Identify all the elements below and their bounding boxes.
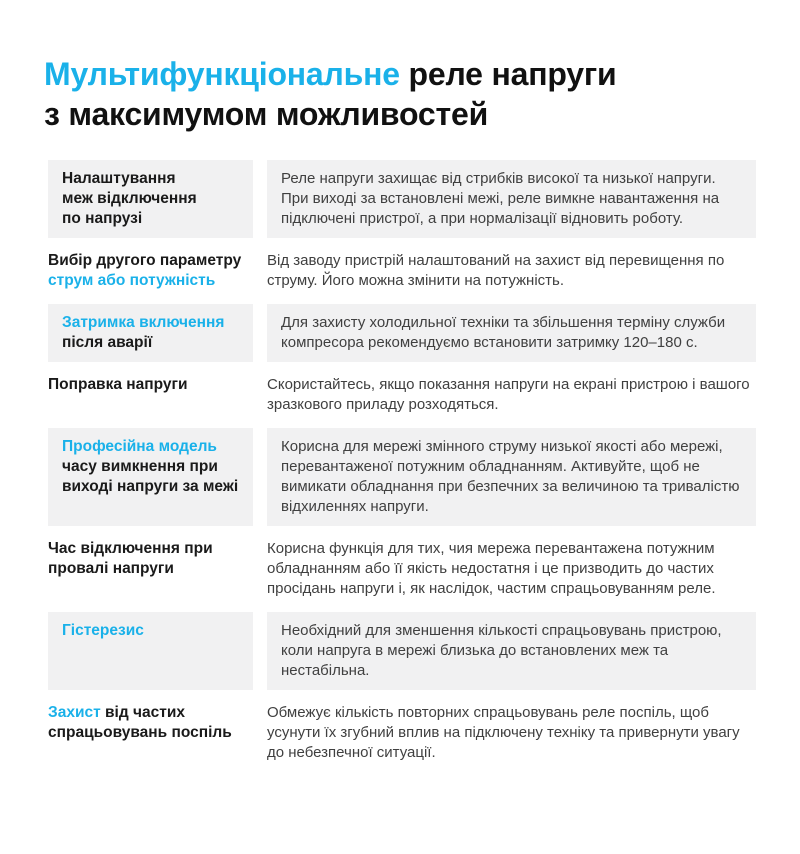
feature-row: [48, 366, 756, 424]
feature-label-segment: Вибір другого параметру: [48, 252, 242, 269]
feature-row: [48, 530, 756, 608]
page-title-line1-rest: реле напруги: [399, 56, 617, 92]
page-title-line2: з максимумом можливостей: [44, 96, 489, 132]
feature-label-segment: меж відключення: [62, 190, 197, 207]
feature-description: Скористайтесь, якщо показання напруги на екрані пристрою і вашого зразкового приладу розходяться.: [267, 376, 750, 413]
feature-label-accent-segment: Гістерезис: [62, 622, 144, 639]
feature-description: Реле напруги захищає від стрибків високої та низької напруги. При виході за встановлені межі, реле вимкне навантаження на підключені пристрої, а при нормалізації відновить роботу.: [267, 160, 756, 238]
feature-label-segment: часу вимкнення при: [62, 458, 218, 475]
feature-label-segment: Налаштування: [62, 170, 176, 187]
feature-label-segment: провалі напруги: [48, 560, 174, 577]
feature-label-segment: після аварії: [62, 334, 153, 351]
feature-description: Корисна для мережі змінного струму низької якості або мережі, перевантаженої потужним обладнанням. Активуйте, щоб не вимикати обладнання при безпечних за величиною та тривалістю відхиленнях напруги.: [267, 428, 756, 526]
feature-label: [48, 612, 253, 690]
feature-row: [48, 304, 756, 362]
feature-label: [48, 304, 253, 362]
feature-label-segment: виході напруги за межі: [62, 478, 239, 495]
feature-label: [48, 694, 253, 772]
feature-label-segment: спрацьовувань поспіль: [48, 724, 232, 741]
feature-description: Необхідний для зменшення кількості спрацьовувань пристрою, коли напруга в мережі близька до встановлених меж та нестабільна.: [267, 612, 756, 690]
feature-description: Корисна функція для тих, чия мережа перевантажена потужним обладнанням або її якість недостатня і це призводить до частих просідань напруги і, як наслідок, частим спрацьовуванням реле.: [267, 540, 716, 597]
feature-description: Від заводу пристрій налаштований на захист від перевищення по струму. Його можна змінити на потужність.: [267, 252, 725, 289]
feature-label-segment: Час відключення при: [48, 540, 213, 557]
feature-label: [48, 530, 253, 608]
feature-label-accent-segment: струм або потужність: [48, 272, 216, 289]
feature-row: [48, 612, 756, 690]
feature-label: [48, 366, 253, 424]
feature-label: [48, 242, 253, 300]
feature-description: Обмежує кількість повторних спрацьовувань реле поспіль, щоб усунути їх згубний вплив на підключену техніку та привернути увагу до небезпечної ситуації.: [267, 704, 740, 761]
feature-label-accent-segment: Професійна модель: [62, 438, 217, 455]
feature-table: [48, 160, 756, 772]
feature-row: [48, 428, 756, 526]
feature-label-accent-segment: Затримка включення: [62, 314, 225, 331]
feature-label-segment: Поправка напруги: [48, 376, 188, 393]
feature-row: [48, 160, 756, 238]
page: [0, 54, 800, 854]
page-title-highlight: Мультифункціональне: [44, 56, 400, 92]
feature-label: [48, 160, 253, 238]
feature-description: Для захисту холодильної техніки та збільшення терміну служби компресора рекомендуємо встановити затримку 120–180 с.: [267, 304, 756, 362]
feature-row: [48, 242, 756, 300]
feature-label-segment: від частих: [100, 704, 185, 721]
page-title: [44, 54, 756, 134]
feature-label-segment: по напрузі: [62, 210, 143, 227]
feature-label: [48, 428, 253, 526]
feature-label-accent-segment: Захист: [48, 704, 101, 721]
feature-row: [48, 694, 756, 772]
